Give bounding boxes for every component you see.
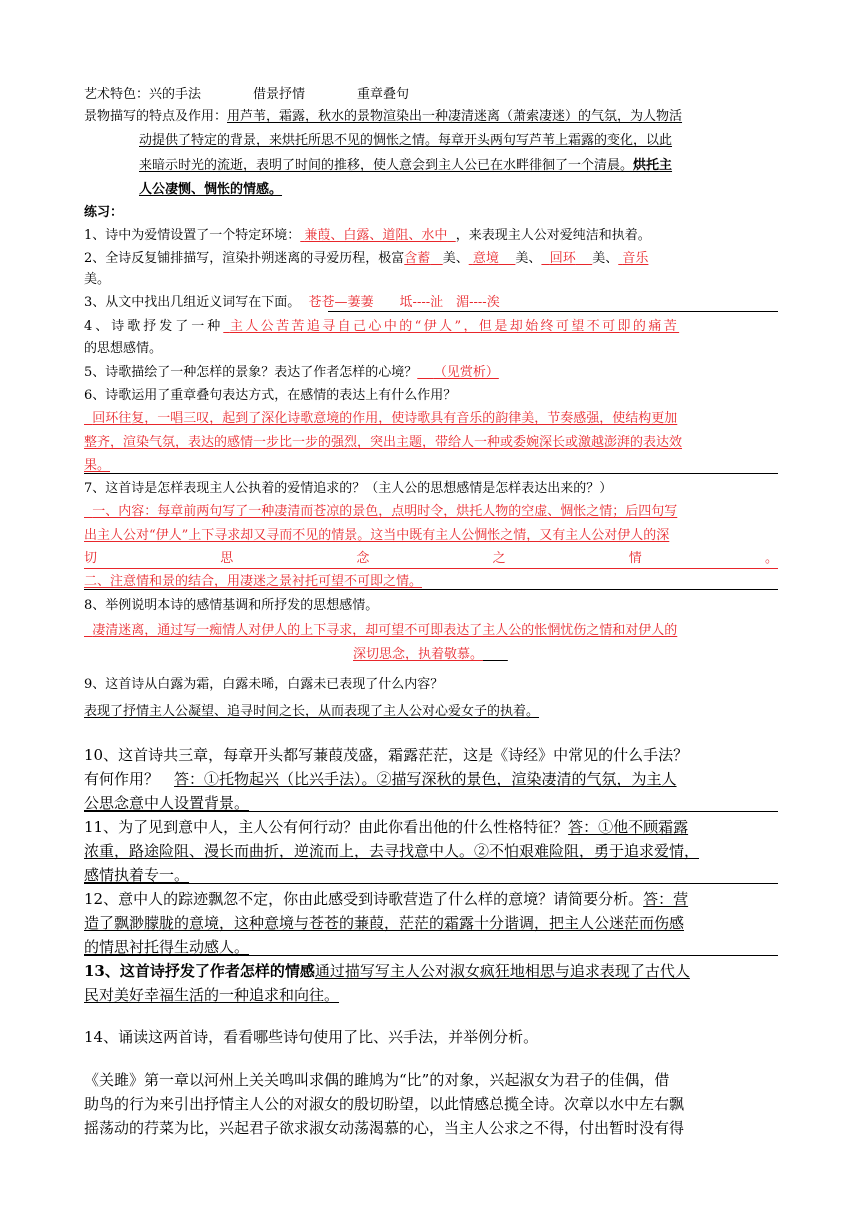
analysis-line-3: 摇荡动的荇菜为比，兴起君子欲求淑女动荡渴慕的心，当主人公求之不得，付出暂时没有得 [84,1119,685,1137]
question-1 [84,227,651,245]
answer-6-line-2: 整齐，渲染气氛，表达的感情一步比一步的强烈，突出主题，带给人一种或委婉深长或激越澎湃的表达效 [84,435,683,450]
scene-label: 景物描写的特点及作用： [84,109,228,124]
question-text: ，来表现主人公对爱纯洁和执着。 [455,228,651,243]
question-text: 5、诗歌描绘了一种怎样的景象？表达了作者怎样的心境？ [84,365,418,380]
question-2 [84,250,648,268]
question-11-line-3: 感情执着专一。 [84,866,190,884]
answer-text: 答：①他不顾霜露 [568,818,689,836]
question-text: 2、全诗反复铺排描写，渲染扑朔迷离的寻爱历程，极富 [84,251,405,266]
answer-underline [84,589,778,590]
art-item: 借景抒情 [253,87,306,102]
scene-line-4: 人公凄恻、惆怅的情感。 [139,182,283,197]
art-item: 重章叠句 [357,87,410,102]
analysis-line-1: 《关雎》第一章以河州上关关鸣叫求偶的雎鸠为“比”的对象，兴起淑女为君子的佳偶，借 [84,1071,670,1089]
question-11-line-2: 浓重，路途险阻、漫长而曲折，逆流而上，去寻找意中人。②不怕艰难险阻，勇于追求爱情， [84,842,700,860]
scene-answer: 用芦苇，霜露，秋水的景物渲染出一种凄清迷离（萧索凄迷）的气氛，为人物活 [227,109,683,124]
answer-text: 主人公苦苦追寻自己心中的“伊人”，但是却始终可望不可即的痛苦 [229,319,680,334]
scene-answer-bold: 烘托主 [633,158,673,173]
scene-line-3 [139,157,672,175]
question-3 [84,294,500,312]
question-text: 有何作用？ [84,770,175,788]
answer-text: 通过描写写主人公对淑女疯狂地相思与追求表现了古代人 [314,962,690,980]
question-12-line-3: 的情思衬托得生动感人。 [84,938,250,956]
answer-underline [84,883,778,884]
question-8: 8、举例说明本诗的感情基调和所抒发的思想感情。 [84,598,379,613]
question-2-end: 美。 [84,272,111,287]
answer-7-line-4: 二、注意情和景的结合，用凄迷之景衬托可望不可即之情。 [84,574,423,589]
answer-7-line-2: 出主人公对“伊人”上下寻求却又寻而不见的情景。这当中既有主人公惆怅之情，又有主人公对伊人的深 [84,528,670,543]
answer-7-line-1: 一、内容：每章前两句写了一种凄清而苍凉的景色，点明时令，烘托人物的空虚、惆怅之情；后四句写 [92,504,678,519]
question-text: 12、意中人的踪迹飘忽不定，你由此感受到诗歌营造了什么样的意境？请简要分析。 [84,890,644,908]
answer-text: 答：①托物起兴（比兴手法）。②描写深秋的景色，渲染凄清的气氛，为主人 [174,770,677,788]
question-text: 3、从文中找出几组近义词写在下面。 [84,295,301,310]
question-10-line-3: 公思念意中人设置背景。 [84,794,250,812]
question-10-line-1: 10、这首诗共三章，每章开头都写蒹葭茂盛，霜露茫茫，这是《诗经》中常见的什么手法？ [84,746,689,764]
question-text: 美、 [515,251,542,266]
answer-underline [84,473,778,474]
question-12-line-2: 造了飘渺朦胧的意境，这种意境与苍苍的蒹葭，茫茫的霜露十分谐调，把主人公迷茫而伤感 [84,914,685,932]
question-12-line-1 [84,888,688,910]
question-text: 11、为了见到意中人，主人公有何行动？由此你看出他的什么性格特征？ [84,818,569,836]
art-item: 兴的手法 [149,87,202,102]
answer-6-line-3: 果。 [84,458,111,473]
question-6: 6、诗歌运用了重章叠句表达方式，在感情的表达上有什么作用？ [84,388,457,403]
answer-8-line-1: 凄清迷离，通过写一痴情人对伊人的上下寻求，却可望不可即表达了主人公的怅惘忧伤之情和对伊人的 [92,623,678,638]
question-10-line-2 [84,768,677,790]
question-text: 美、 [592,251,619,266]
question-text: 美、 [442,251,469,266]
answer-text: 苍苍—萋萋 坻----沚 湄----涘 [308,295,500,310]
question-14: 14、诵读这两首诗，看看哪些诗句使用了比、兴手法，并举例分析。 [84,1028,539,1046]
question-11-line-1 [84,816,688,838]
question-text: 13、这首诗抒发了作者怎样的情感 [84,962,315,980]
question-text: 4、诗歌抒发了一种 [84,319,224,334]
question-9: 9、这首诗从白露为霜，白露未晞，白露未已表现了什么内容？ [84,677,444,692]
question-13-line-1 [84,960,690,982]
question-4-end: 的思想感情。 [84,341,163,356]
answer-text: 意境 [472,251,499,266]
question-text: 1、诗中为爱情设置了一个特定环境： [84,228,301,243]
question-4 [84,318,679,336]
answer-9: 表现了抒情主人公凝望、追寻时间之长，从而表现了主人公对心爱女子的执着。 [84,704,540,719]
scene-line-2: 动提供了特定的背景，来烘托所思不见的惆怅之情。每章开头两句写芦苇上霜露的变化，以此 [139,133,673,148]
answer-underline [84,568,778,569]
answer-text: （见赏析） [433,365,499,380]
answer-underline [328,311,778,312]
answer-text: 含蓄 [404,251,431,266]
scene-line-1 [84,108,682,126]
practice-heading: 练习： [84,205,124,220]
answer-text: 回环 [549,251,576,266]
answer-text: 音乐 [622,251,649,266]
answer-6-line-1: 回环往复，一唱三叹，起到了深化诗歌意境的作用，使诗歌具有音乐的韵律美，节奏感强，使结构更加 [92,411,678,426]
question-13-line-2: 民对美好幸福生活的一种追求和向往。 [84,986,340,1004]
question-5 [84,364,499,382]
question-7: 7、这首诗是怎样表现主人公执着的爱情追求的？（主人公的思想感情是怎样表达出来的？） [84,481,613,496]
answer-text: 兼葭、白露、道阻、水中 [304,228,448,243]
analysis-line-2: 助鸟的行为来引出抒情主人公的对淑女的殷切盼望，以此情感总揽全诗。次章以水中左右飘 [84,1095,685,1113]
answer-7-line-3: 切 思 念 之 情 。 [84,551,778,566]
answer-underline [84,955,778,956]
art-features-line [84,86,409,104]
art-features-label: 艺术特色： [84,87,150,102]
answer-8-line-2: 深切思念，执着敬慕。 [353,647,484,662]
answer-text: 答：营 [643,890,689,908]
scene-answer: 来暗示时光的流逝，表明了时间的推移，使人意会到主人公已在水畔徘徊了一个清晨。 [139,158,634,173]
answer-underline [84,811,778,812]
